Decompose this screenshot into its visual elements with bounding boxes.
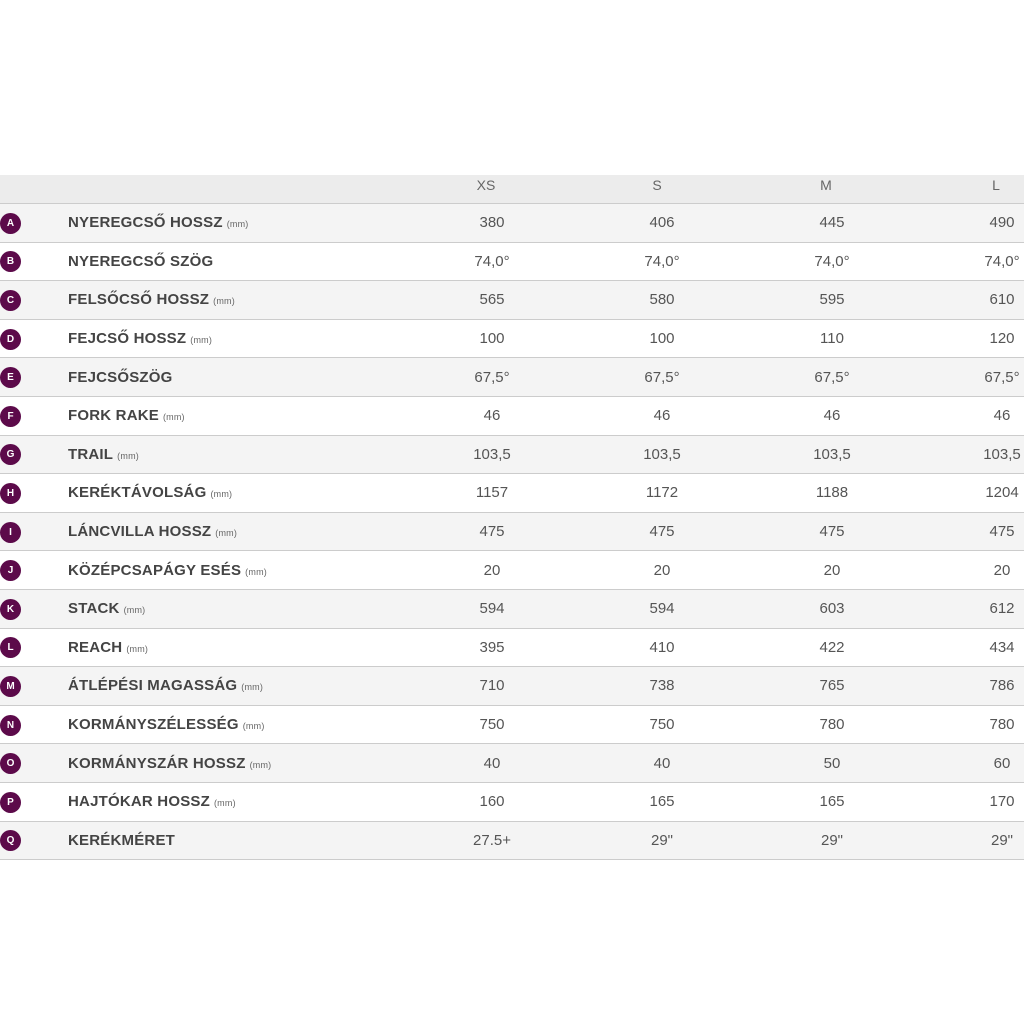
row-label-text: FEJCSŐ HOSSZ <box>68 330 187 348</box>
row-letter-badge: N <box>0 715 21 736</box>
table-cell-xs: 710 <box>479 677 505 695</box>
row-letter-badge: J <box>0 560 21 581</box>
row-unit: (mm) <box>226 219 249 230</box>
row-label-text: KORMÁNYSZÁR HOSSZ <box>68 754 246 772</box>
table-cell-l: 612 <box>989 600 1015 618</box>
table-cell-m: 475 <box>819 523 845 541</box>
table-cell-s: 165 <box>649 793 675 811</box>
row-label <box>68 551 267 589</box>
table-cell-m: 780 <box>819 716 845 734</box>
table-cell-m: 595 <box>819 291 845 309</box>
table-cell-l: 490 <box>989 214 1015 232</box>
size-header-m: M <box>820 177 832 193</box>
table-row <box>0 513 1024 552</box>
row-label <box>68 822 175 860</box>
table-cell-l: 67,5° <box>984 368 1020 386</box>
row-unit: (mm) <box>213 798 236 809</box>
size-header-s: S <box>652 177 662 193</box>
table-cell-l: 74,0° <box>984 252 1020 270</box>
table-cell-m: 1188 <box>815 484 849 502</box>
row-letter-badge: L <box>0 637 21 658</box>
table-cell-l: 120 <box>989 330 1015 348</box>
row-label-text: FEJCSŐSZÖG <box>68 368 173 386</box>
table-cell-s: 46 <box>653 407 671 425</box>
row-letter-badge: I <box>0 522 21 543</box>
row-label-text: REACH <box>68 638 123 656</box>
row-label <box>68 744 271 782</box>
row-letter-badge: E <box>0 367 21 388</box>
table-cell-xs: 395 <box>479 638 505 656</box>
row-letter-badge: D <box>0 329 21 350</box>
table-cell-m: 50 <box>823 754 841 772</box>
table-cell-xs: 74,0° <box>474 252 510 270</box>
table-cell-s: 67,5° <box>644 368 680 386</box>
row-letter-badge: C <box>0 290 21 311</box>
row-label <box>68 706 265 744</box>
row-label-text: ÁTLÉPÉSI MAGASSÁG <box>68 677 238 695</box>
row-label-text: TRAIL <box>68 445 114 463</box>
table-cell-l: 20 <box>993 561 1011 579</box>
table-cell-xs: 103,5 <box>473 445 511 463</box>
table-cell-m: 445 <box>819 214 845 232</box>
table-cell-s: 410 <box>649 638 675 656</box>
table-body <box>0 204 1024 860</box>
table-row <box>0 358 1024 397</box>
table-cell-xs: 40 <box>483 754 501 772</box>
table-cell-xs: 100 <box>479 330 505 348</box>
table-cell-s: 738 <box>649 677 675 695</box>
row-label-text: NYEREGCSŐ SZÖG <box>68 252 214 270</box>
table-row <box>0 744 1024 783</box>
row-unit: (mm) <box>123 605 146 616</box>
table-cell-m: 110 <box>820 330 844 348</box>
table-cell-m: 165 <box>819 793 845 811</box>
table-cell-m: 103,5 <box>813 445 851 463</box>
table-row <box>0 281 1024 320</box>
table-cell-xs: 565 <box>479 291 505 309</box>
row-letter-badge: A <box>0 213 21 234</box>
table-cell-xs: 46 <box>483 407 501 425</box>
table-row <box>0 551 1024 590</box>
table-row <box>0 397 1024 436</box>
row-unit: (mm) <box>213 296 235 307</box>
row-letter-badge: G <box>0 444 21 465</box>
table-cell-l: 780 <box>989 716 1015 734</box>
table-cell-xs: 594 <box>479 600 505 618</box>
table-cell-s: 29" <box>650 831 673 849</box>
table-cell-l: 475 <box>989 523 1015 541</box>
row-label-text: KERÉKMÉRET <box>68 831 176 849</box>
table-cell-s: 74,0° <box>644 252 680 270</box>
table-row <box>0 783 1024 822</box>
table-cell-xs: 67,5° <box>474 368 510 386</box>
table-cell-xs: 27.5+ <box>473 831 511 849</box>
table-cell-xs: 20 <box>483 561 501 579</box>
table-cell-xs: 380 <box>479 214 505 232</box>
table-cell-s: 406 <box>649 214 675 232</box>
row-unit: (mm) <box>241 682 264 693</box>
table-cell-m: 765 <box>819 677 845 695</box>
table-cell-s: 1172 <box>645 484 679 502</box>
table-cell-s: 594 <box>649 600 675 618</box>
row-letter-badge: F <box>0 406 21 427</box>
row-label-text: STACK <box>68 600 120 618</box>
row-letter-badge: H <box>0 483 21 504</box>
row-label <box>68 474 232 512</box>
table-cell-s: 40 <box>653 754 671 772</box>
table-row <box>0 822 1024 861</box>
table-cell-l: 46 <box>993 407 1011 425</box>
table-cell-xs: 750 <box>479 716 505 734</box>
table-cell-m: 29" <box>820 831 843 849</box>
row-letter-badge: B <box>0 251 21 272</box>
row-label <box>68 513 237 551</box>
row-letter-badge: K <box>0 599 21 620</box>
table-cell-l: 29" <box>990 831 1013 849</box>
row-label <box>68 436 139 474</box>
table-row <box>0 436 1024 475</box>
row-letter-badge: Q <box>0 830 21 851</box>
table-cell-l: 1204 <box>985 484 1019 502</box>
row-label <box>68 397 185 435</box>
row-label-text: FORK RAKE <box>68 407 159 425</box>
size-header-xs: XS <box>476 177 496 193</box>
table-cell-s: 103,5 <box>643 445 681 463</box>
row-unit: (mm) <box>215 528 238 539</box>
row-label-text: NYEREGCSŐ HOSSZ <box>68 214 223 232</box>
row-label-text: FELSŐCSŐ HOSSZ <box>68 291 210 309</box>
table-row <box>0 667 1024 706</box>
row-label-text: HAJTÓKAR HOSSZ <box>68 793 210 811</box>
geometry-table <box>0 175 1024 860</box>
table-row <box>0 474 1024 513</box>
row-unit: (mm) <box>190 335 213 346</box>
row-label <box>68 358 173 396</box>
row-unit: (mm) <box>245 566 267 577</box>
row-label-text: KERÉKTÁVOLSÁG <box>68 484 207 502</box>
table-row <box>0 590 1024 629</box>
table-cell-s: 100 <box>649 330 675 348</box>
row-label <box>68 629 148 667</box>
table-cell-m: 603 <box>819 600 845 618</box>
row-label <box>68 783 236 821</box>
row-label-text: LÁNCVILLA HOSSZ <box>68 523 212 541</box>
table-cell-s: 475 <box>649 523 675 541</box>
table-cell-m: 20 <box>823 561 841 579</box>
row-unit: (mm) <box>249 759 272 770</box>
table-cell-m: 74,0° <box>814 252 850 270</box>
table-row <box>0 706 1024 745</box>
row-label <box>68 204 249 242</box>
row-unit: (mm) <box>242 721 265 732</box>
row-unit: (mm) <box>117 450 139 461</box>
table-cell-l: 786 <box>989 677 1015 695</box>
table-row <box>0 204 1024 243</box>
table-cell-m: 46 <box>823 407 841 425</box>
table-cell-l: 434 <box>989 638 1015 656</box>
table-cell-xs: 1157 <box>475 484 509 502</box>
table-cell-xs: 160 <box>479 793 505 811</box>
row-label <box>68 281 235 319</box>
table-cell-m: 67,5° <box>814 368 850 386</box>
row-label <box>68 320 212 358</box>
table-cell-m: 422 <box>819 638 845 656</box>
table-cell-l: 103,5 <box>983 445 1021 463</box>
table-cell-s: 580 <box>649 291 675 309</box>
row-unit: (mm) <box>126 643 149 654</box>
row-label <box>68 667 263 705</box>
table-cell-l: 610 <box>989 291 1015 309</box>
table-row <box>0 629 1024 668</box>
row-letter-badge: O <box>0 753 21 774</box>
size-header-l: L <box>992 177 1000 193</box>
table-cell-xs: 475 <box>479 523 505 541</box>
table-cell-l: 60 <box>993 754 1011 772</box>
row-label <box>68 243 213 281</box>
table-row <box>0 320 1024 359</box>
row-letter-badge: P <box>0 792 21 813</box>
table-cell-s: 750 <box>649 716 675 734</box>
row-label <box>68 590 145 628</box>
row-unit: (mm) <box>210 489 233 500</box>
row-label-text: KÖZÉPCSAPÁGY ESÉS <box>68 561 242 579</box>
row-label-text: KORMÁNYSZÉLESSÉG <box>68 716 239 734</box>
size-header-row <box>0 175 1024 204</box>
row-letter-badge: M <box>0 676 21 697</box>
row-unit: (mm) <box>162 412 185 423</box>
table-row <box>0 243 1024 282</box>
table-cell-s: 20 <box>653 561 671 579</box>
table-cell-l: 170 <box>989 793 1015 811</box>
